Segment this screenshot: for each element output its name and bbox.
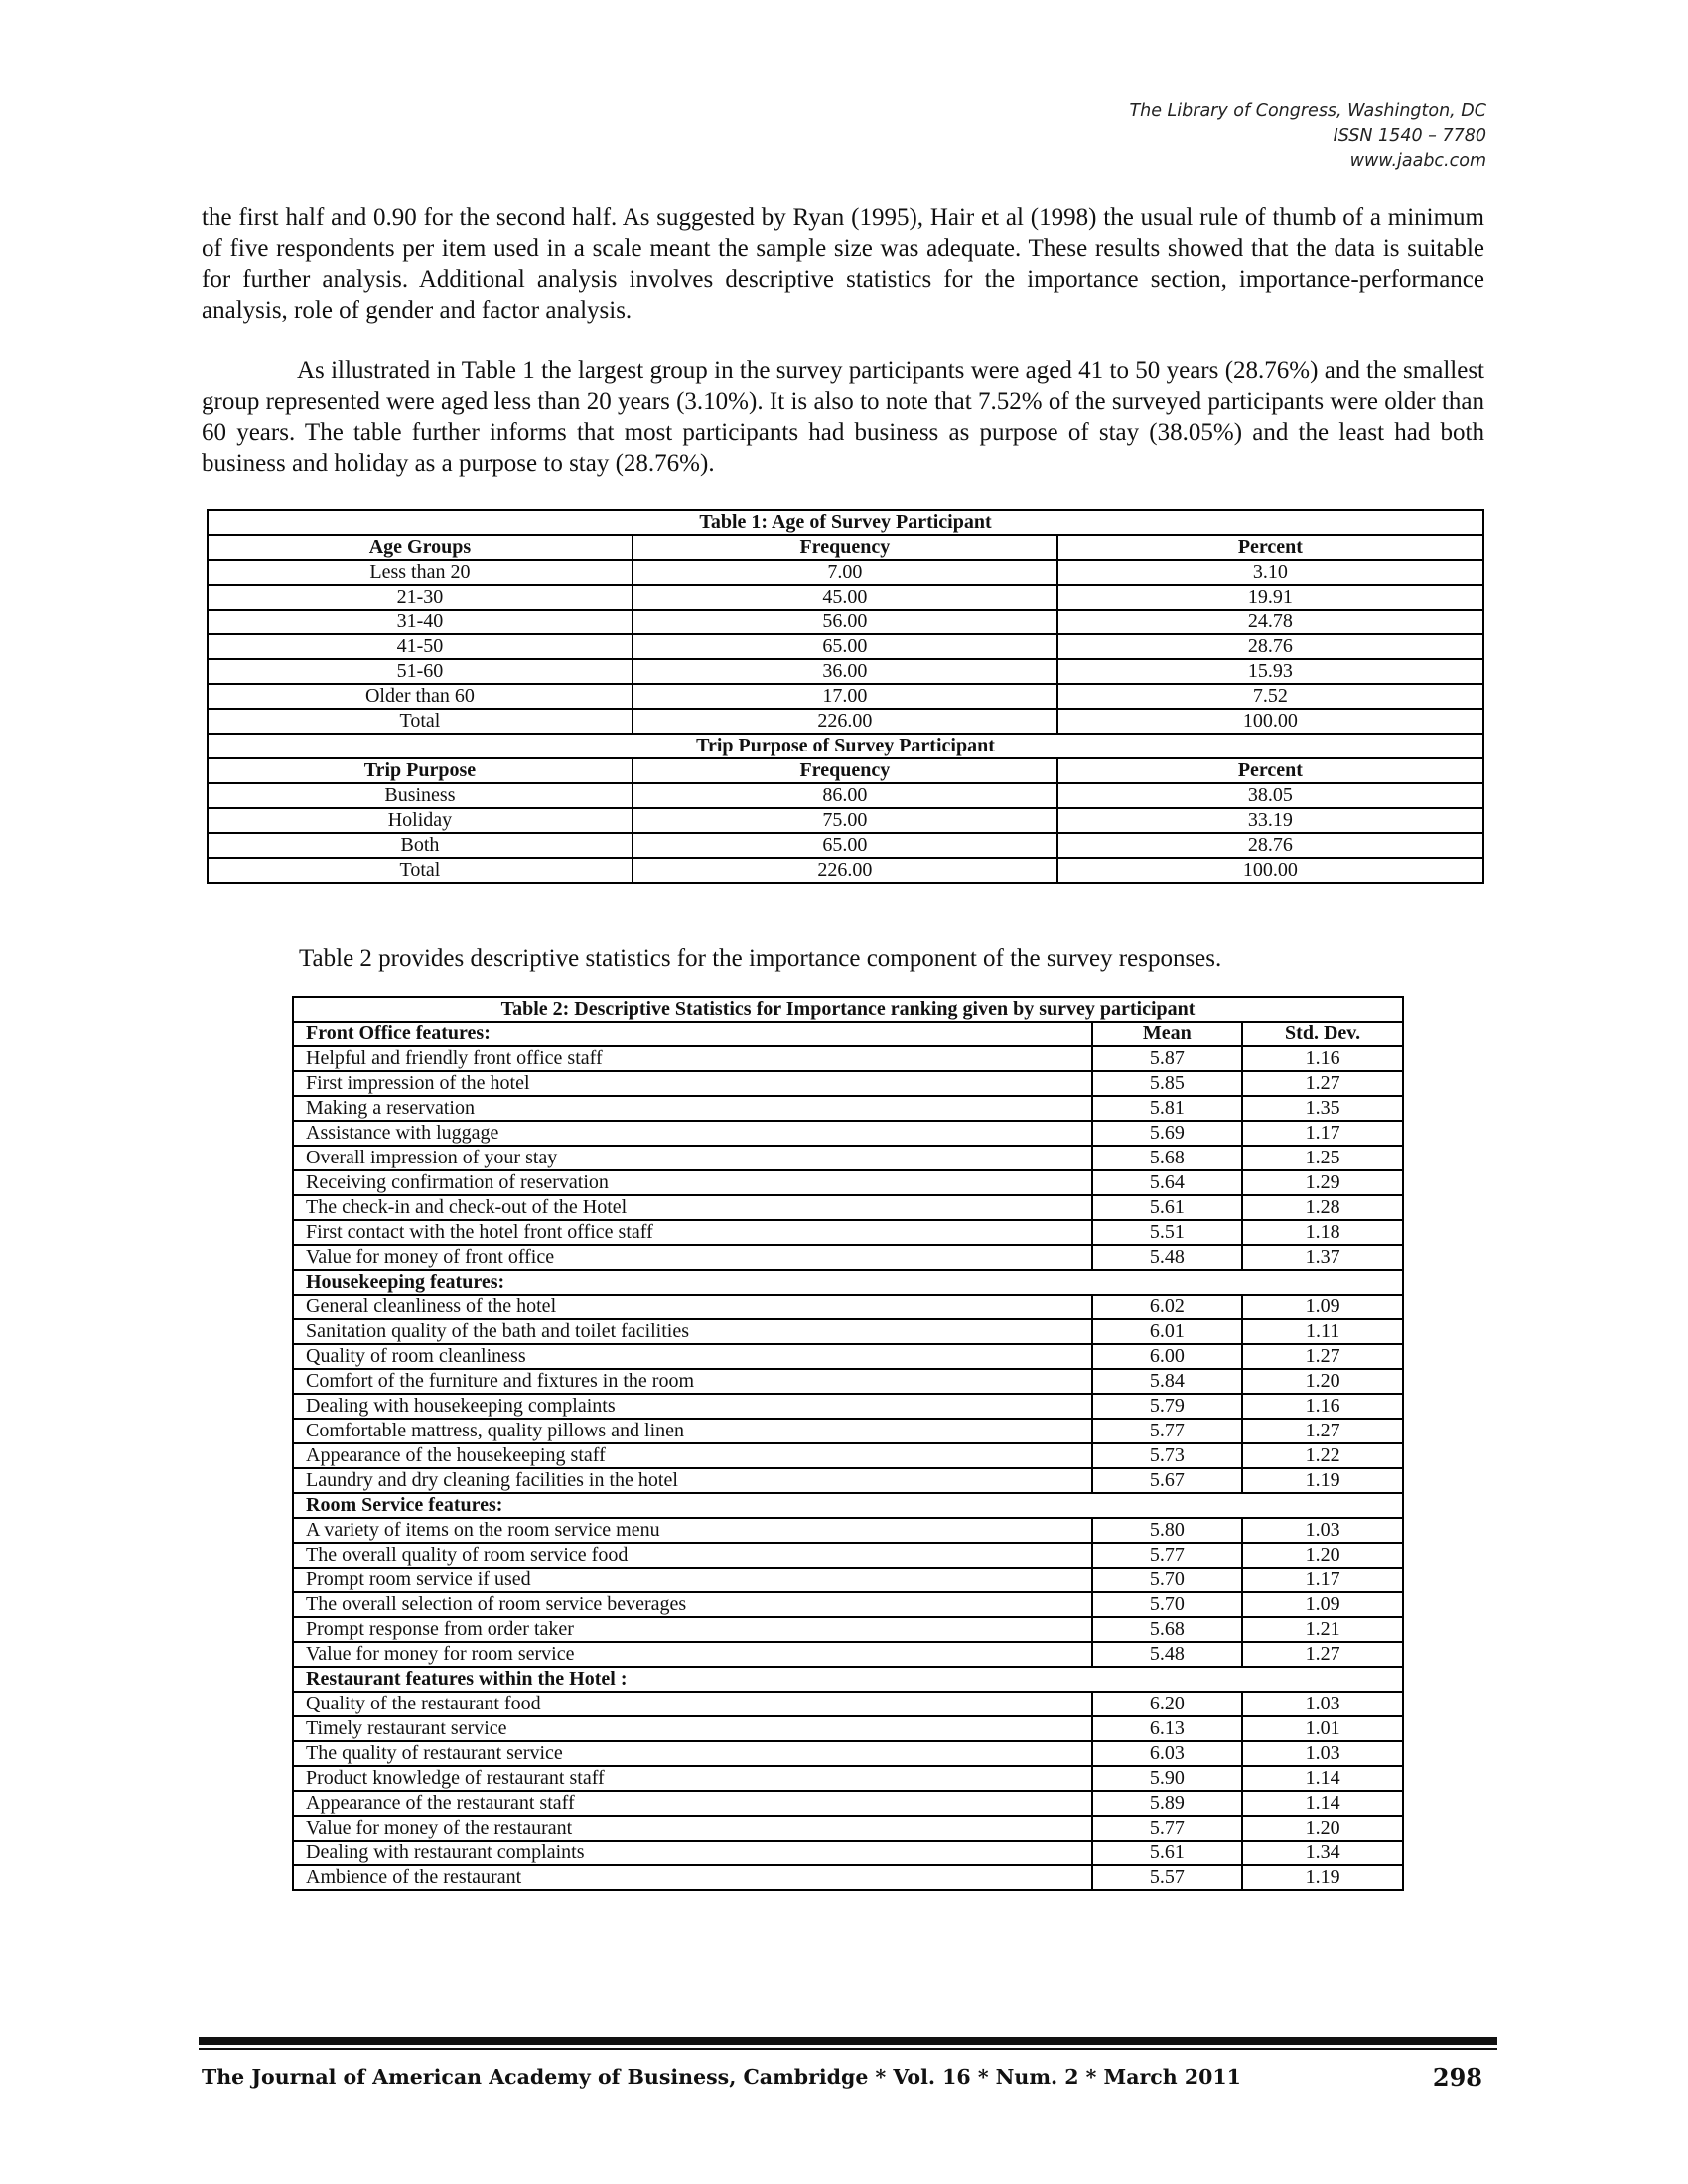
table-cell: Business <box>208 783 633 808</box>
mean-value: 5.48 <box>1092 1245 1243 1270</box>
table-cell: 86.00 <box>633 783 1057 808</box>
mean-value: 5.70 <box>1092 1592 1243 1617</box>
std-dev-value: 1.01 <box>1242 1716 1403 1741</box>
table-row <box>208 808 1483 833</box>
table2-caption: Table 2: Descriptive Statistics for Importance ranking given by survey participant <box>293 997 1403 1022</box>
std-dev-value: 1.25 <box>1242 1146 1403 1170</box>
footer-rule-thick <box>199 2037 1497 2045</box>
feature-label: The overall quality of room service food <box>293 1543 1092 1568</box>
table-cell: 41-50 <box>208 634 633 659</box>
table-cell: 19.91 <box>1057 585 1483 610</box>
table-cell: 15.93 <box>1057 659 1483 684</box>
std-dev-value: 1.14 <box>1242 1791 1403 1816</box>
mean-value: 5.77 <box>1092 1543 1243 1568</box>
table-cell: Total <box>208 709 633 734</box>
std-dev-value: 1.19 <box>1242 1865 1403 1890</box>
std-dev-value: 1.29 <box>1242 1170 1403 1195</box>
feature-label: A variety of items on the room service menu <box>293 1518 1092 1543</box>
feature-label: Dealing with housekeeping complaints <box>293 1394 1092 1419</box>
section-title: Front Office features: <box>293 1022 1092 1046</box>
table-row <box>293 1568 1403 1592</box>
table-row <box>293 1369 1403 1394</box>
table-cell: Total <box>208 858 633 883</box>
mean-value: 5.61 <box>1092 1195 1243 1220</box>
table-cell: 36.00 <box>633 659 1057 684</box>
table-cell: 51-60 <box>208 659 633 684</box>
table-row <box>208 709 1483 734</box>
table-cell: 226.00 <box>633 709 1057 734</box>
footer-journal-title: The Journal of American Academy of Business, Cambridge * Vol. 16 * Num. 2 * March 2011 <box>202 2065 1241 2089</box>
table2-header-row <box>293 1022 1403 1046</box>
table-cell: 65.00 <box>633 634 1057 659</box>
table-cell: Both <box>208 833 633 858</box>
table-row <box>293 1642 1403 1667</box>
table-row <box>293 1295 1403 1319</box>
table-cell: 65.00 <box>633 833 1057 858</box>
feature-label: The quality of restaurant service <box>293 1741 1092 1766</box>
std-dev-value: 1.28 <box>1242 1195 1403 1220</box>
table-row <box>293 1617 1403 1642</box>
std-dev-value: 1.34 <box>1242 1841 1403 1865</box>
table1-trip-caption: Trip Purpose of Survey Participant <box>208 734 1483 758</box>
std-dev-value: 1.27 <box>1242 1642 1403 1667</box>
table-row <box>293 1344 1403 1369</box>
mean-value: 6.02 <box>1092 1295 1243 1319</box>
table-row <box>293 1766 1403 1791</box>
std-dev-value: 1.20 <box>1242 1543 1403 1568</box>
table1-caption-row <box>208 510 1483 535</box>
header-issn-line: ISSN 1540 – 7780 <box>1333 126 1486 146</box>
std-dev-value: 1.19 <box>1242 1468 1403 1493</box>
feature-label: Sanitation quality of the bath and toilet facilities <box>293 1319 1092 1344</box>
mean-value: 5.68 <box>1092 1146 1243 1170</box>
mean-value: 5.77 <box>1092 1419 1243 1443</box>
table-cell: Holiday <box>208 808 633 833</box>
table1-age-header-row <box>208 535 1483 560</box>
table-row <box>293 1816 1403 1841</box>
table2-caption-row <box>293 997 1403 1022</box>
mean-value: 6.03 <box>1092 1741 1243 1766</box>
table1-column-header: Percent <box>1057 758 1483 783</box>
std-dev-value: 1.16 <box>1242 1394 1403 1419</box>
mean-value: 5.57 <box>1092 1865 1243 1890</box>
mean-value: 5.79 <box>1092 1394 1243 1419</box>
table-row <box>293 1121 1403 1146</box>
table-cell: 38.05 <box>1057 783 1483 808</box>
table-cell: Older than 60 <box>208 684 633 709</box>
feature-label: Value for money of front office <box>293 1245 1092 1270</box>
table-row <box>208 833 1483 858</box>
table-row <box>293 1443 1403 1468</box>
feature-label: Comfortable mattress, quality pillows and linen <box>293 1419 1092 1443</box>
table-cell: 75.00 <box>633 808 1057 833</box>
table-row <box>293 1468 1403 1493</box>
mean-value: 5.48 <box>1092 1642 1243 1667</box>
mean-value: 5.80 <box>1092 1518 1243 1543</box>
mean-value: 5.68 <box>1092 1617 1243 1642</box>
table-importance-statistics <box>292 996 1404 1891</box>
std-dev-value: 1.35 <box>1242 1096 1403 1121</box>
table1-column-header: Frequency <box>633 758 1057 783</box>
running-header <box>1129 99 1486 174</box>
table-cell: 17.00 <box>633 684 1057 709</box>
std-dev-value: 1.22 <box>1242 1443 1403 1468</box>
footer-rule-thin <box>199 2048 1497 2050</box>
section-title: Room Service features: <box>293 1493 1403 1518</box>
table-row <box>208 585 1483 610</box>
feature-label: Overall impression of your stay <box>293 1146 1092 1170</box>
table1-column-header: Age Groups <box>208 535 633 560</box>
table-cell: 28.76 <box>1057 634 1483 659</box>
section-title: Housekeeping features: <box>293 1270 1403 1295</box>
feature-label: Quality of the restaurant food <box>293 1692 1092 1716</box>
table1-column-header: Frequency <box>633 535 1057 560</box>
table-cell: 31-40 <box>208 610 633 634</box>
table-row <box>293 1791 1403 1816</box>
table2-section-row <box>293 1493 1403 1518</box>
mean-value: 6.13 <box>1092 1716 1243 1741</box>
mean-value: 5.84 <box>1092 1369 1243 1394</box>
table-cell: 33.19 <box>1057 808 1483 833</box>
mean-value: 5.73 <box>1092 1443 1243 1468</box>
std-dev-value: 1.17 <box>1242 1568 1403 1592</box>
table-cell: 28.76 <box>1057 833 1483 858</box>
page-number: 298 <box>1432 2063 1482 2092</box>
feature-label: Product knowledge of restaurant staff <box>293 1766 1092 1791</box>
feature-label: General cleanliness of the hotel <box>293 1295 1092 1319</box>
std-dev-value: 1.16 <box>1242 1046 1403 1071</box>
table-row <box>293 1394 1403 1419</box>
feature-label: Appearance of the restaurant staff <box>293 1791 1092 1816</box>
table-cell: 7.00 <box>633 560 1057 585</box>
table1-column-header: Trip Purpose <box>208 758 633 783</box>
mean-value: 5.64 <box>1092 1170 1243 1195</box>
table-row <box>293 1741 1403 1766</box>
table1-caption: Table 1: Age of Survey Participant <box>208 510 1483 535</box>
feature-label: Value for money for room service <box>293 1642 1092 1667</box>
std-dev-value: 1.11 <box>1242 1319 1403 1344</box>
mean-value: 5.89 <box>1092 1791 1243 1816</box>
table-row <box>293 1096 1403 1121</box>
table-row <box>293 1170 1403 1195</box>
mean-value: 5.81 <box>1092 1096 1243 1121</box>
table-row <box>293 1692 1403 1716</box>
mean-value: 6.01 <box>1092 1319 1243 1344</box>
table-row <box>293 1220 1403 1245</box>
feature-label: Quality of room cleanliness <box>293 1344 1092 1369</box>
table-cell: 7.52 <box>1057 684 1483 709</box>
std-dev-value: 1.37 <box>1242 1245 1403 1270</box>
table-row <box>208 560 1483 585</box>
feature-label: The check-in and check-out of the Hotel <box>293 1195 1092 1220</box>
table-row <box>293 1245 1403 1270</box>
std-dev-value: 1.20 <box>1242 1369 1403 1394</box>
std-dev-value: 1.14 <box>1242 1766 1403 1791</box>
mean-value: 5.61 <box>1092 1841 1243 1865</box>
table-cell: 56.00 <box>633 610 1057 634</box>
feature-label: First impression of the hotel <box>293 1071 1092 1096</box>
std-dev-value: 1.03 <box>1242 1741 1403 1766</box>
std-dev-value: 1.27 <box>1242 1344 1403 1369</box>
std-dev-value: 1.18 <box>1242 1220 1403 1245</box>
feature-label: Laundry and dry cleaning facilities in the hotel <box>293 1468 1092 1493</box>
table-age-of-participants <box>207 509 1484 884</box>
mean-value: 5.90 <box>1092 1766 1243 1791</box>
table-cell: 24.78 <box>1057 610 1483 634</box>
table1-trip-caption-row <box>208 734 1483 758</box>
feature-label: Dealing with restaurant complaints <box>293 1841 1092 1865</box>
table-cell: Less than 20 <box>208 560 633 585</box>
table-cell: 45.00 <box>633 585 1057 610</box>
table-row <box>293 1046 1403 1071</box>
table-cell: 226.00 <box>633 858 1057 883</box>
table-row <box>293 1865 1403 1890</box>
table-row <box>208 659 1483 684</box>
table2-section-row <box>293 1270 1403 1295</box>
table1-column-header: Percent <box>1057 535 1483 560</box>
table-row <box>208 610 1483 634</box>
feature-label: Helpful and friendly front office staff <box>293 1046 1092 1071</box>
table-row <box>208 684 1483 709</box>
std-dev-value: 1.09 <box>1242 1295 1403 1319</box>
body-paragraph-2: As illustrated in Table 1 the largest group in the survey participants were aged 41 to 50 years (28.76%) and the smallest group represented were aged less than 20 years (3.10%). It is also to note that 7.52% of the surveyed participants were older than 60 years. The table further informs that most participants had business as purpose of stay (38.05%) and the least had both business and holiday as a purpose to stay (28.76%). <box>202 357 1484 477</box>
table-cell: 21-30 <box>208 585 633 610</box>
table-cell: 100.00 <box>1057 709 1483 734</box>
table-row <box>293 1195 1403 1220</box>
std-dev-value: 1.27 <box>1242 1071 1403 1096</box>
table1-trip-header-row <box>208 758 1483 783</box>
table-row <box>293 1419 1403 1443</box>
table-row <box>293 1071 1403 1096</box>
mean-value: 5.70 <box>1092 1568 1243 1592</box>
feature-label: The overall selection of room service beverages <box>293 1592 1092 1617</box>
feature-label: Making a reservation <box>293 1096 1092 1121</box>
mean-value: 5.69 <box>1092 1121 1243 1146</box>
std-dev-value: 1.03 <box>1242 1692 1403 1716</box>
table2-intro-text: Table 2 provides descriptive statistics for the importance component of the survey responses. <box>299 945 1222 972</box>
section-title: Restaurant features within the Hotel : <box>293 1667 1403 1692</box>
table-row <box>293 1841 1403 1865</box>
feature-label: Timely restaurant service <box>293 1716 1092 1741</box>
mean-value: 5.77 <box>1092 1816 1243 1841</box>
mean-value: 6.00 <box>1092 1344 1243 1369</box>
feature-label: First contact with the hotel front office staff <box>293 1220 1092 1245</box>
std-dev-value: 1.20 <box>1242 1816 1403 1841</box>
feature-label: Assistance with luggage <box>293 1121 1092 1146</box>
table-row <box>208 634 1483 659</box>
body-paragraph-1: the first half and 0.90 for the second half. As suggested by Ryan (1995), Hair et al (1998) the usual rule of thumb of a minimum of five respondents per item used in a scale meant the sample size was adequate. These results showed that the data is suitable for further analysis. Additional analysis involves descriptive statistics for the importance section, importance-performance analysis, role of gender and factor analysis. <box>202 205 1484 324</box>
table-row <box>293 1319 1403 1344</box>
feature-label: Appearance of the housekeeping staff <box>293 1443 1092 1468</box>
table-row <box>208 783 1483 808</box>
table2-section-row <box>293 1667 1403 1692</box>
feature-label: Comfort of the furniture and fixtures in the room <box>293 1369 1092 1394</box>
std-dev-value: 1.27 <box>1242 1419 1403 1443</box>
feature-label: Ambience of the restaurant <box>293 1865 1092 1890</box>
table-row <box>293 1716 1403 1741</box>
mean-value: 5.51 <box>1092 1220 1243 1245</box>
table-row <box>208 858 1483 883</box>
header-website-line: www.jaabc.com <box>1349 151 1486 171</box>
std-dev-value: 1.21 <box>1242 1617 1403 1642</box>
table-row <box>293 1146 1403 1170</box>
mean-value: 5.67 <box>1092 1468 1243 1493</box>
header-library-line: The Library of Congress, Washington, DC <box>1129 101 1486 121</box>
mean-value: 5.85 <box>1092 1071 1243 1096</box>
table-cell: 3.10 <box>1057 560 1483 585</box>
table-cell: 100.00 <box>1057 858 1483 883</box>
table-row <box>293 1518 1403 1543</box>
std-dev-value: 1.09 <box>1242 1592 1403 1617</box>
mean-column-header: Mean <box>1092 1022 1243 1046</box>
feature-label: Prompt response from order taker <box>293 1617 1092 1642</box>
std-dev-value: 1.17 <box>1242 1121 1403 1146</box>
mean-value: 5.87 <box>1092 1046 1243 1071</box>
feature-label: Receiving confirmation of reservation <box>293 1170 1092 1195</box>
mean-value: 6.20 <box>1092 1692 1243 1716</box>
std-dev-column-header: Std. Dev. <box>1242 1022 1403 1046</box>
feature-label: Prompt room service if used <box>293 1568 1092 1592</box>
table-row <box>293 1592 1403 1617</box>
table-row <box>293 1543 1403 1568</box>
std-dev-value: 1.03 <box>1242 1518 1403 1543</box>
feature-label: Value for money of the restaurant <box>293 1816 1092 1841</box>
